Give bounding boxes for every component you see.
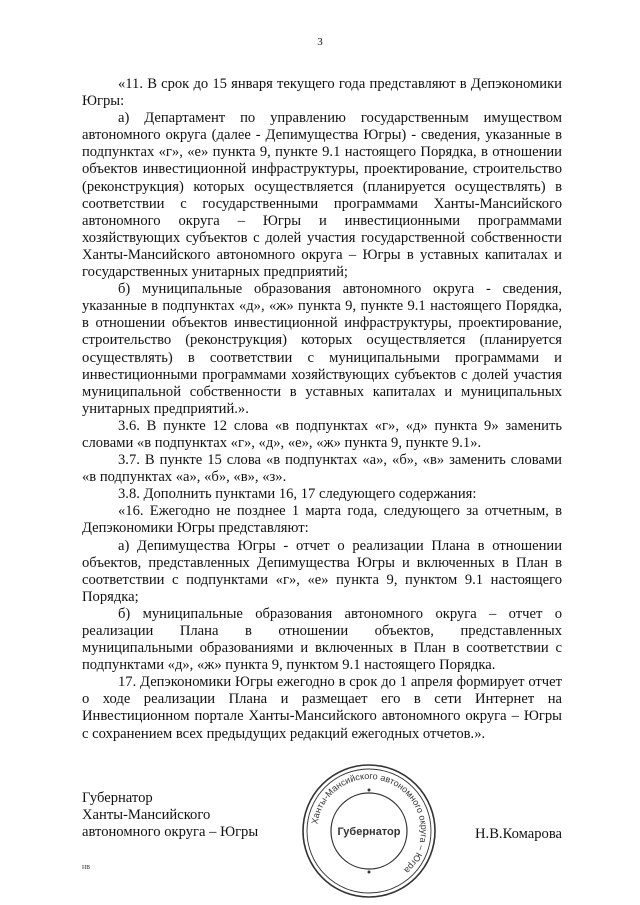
paragraph-item-16-a: а) Депимущества Югры - отчет о реализации Плана в отношении объектов, представленных Депимущества Югры и включенных в План в соответствии с подпунктами «г», «е» пункта 9, пунктом 9.1 настоящего Порядка; bbox=[82, 537, 562, 605]
official-seal-stamp bbox=[300, 762, 438, 900]
paragraph-item-16-b: б) муниципальные образования автономного округа – отчет о реализации Плана в отношении объектов, представленных муниципальными образованиями и включенных в План в соответствии с подпунктами «д», «ж» пункта 9, пунктом 9.1 настоящего Порядка. bbox=[82, 605, 562, 674]
paragraph-subitem-b: б) муниципальные образования автономного округа - сведения, указанные в подпунктах «д», «ж» пункта 9, пункте 9.1 настоящего Порядка, в отношении объектов инвестиционной инфраструктуры, проектирование, строительство (реконструкция) которых осуществляется (планируется осуществлять) в соответствии с муниципальными программами и инвестиционными программами хозяйствующих субъектов с долей участия муниципальной собственности в уставных капиталах и муниципальных унитарных предприятий.». bbox=[82, 281, 562, 417]
paragraph-item-16: «16. Ежегодно не позднее 1 марта года, следующего за отчетным, в Депэкономики Югры представляют: bbox=[82, 503, 562, 537]
seal-center-text: Губернатор bbox=[337, 826, 401, 838]
paragraph-item-11: «11. В срок до 15 января текущего года представляют в Депэкономики Югры: bbox=[82, 76, 562, 110]
signatory-title: Губернатор Ханты-Мансийского автономного округа – Югры bbox=[82, 790, 259, 841]
paragraph-3-6: 3.6. В пункте 12 слова «в подпунктах «г», «д» пункта 9» заменить словами «в подпунктах «г», «д», «е», «ж» пункта 9, пункте 9.1». bbox=[82, 417, 562, 451]
seal-ring-text: Ханты-Мансийского автономного округа – Югра bbox=[309, 770, 430, 876]
paragraph-subitem-a: а) Департамент по управлению государственным имуществом автономного округа (далее - Депимущества Югры) - сведения, указанные в подпунктах «г», «е» пункта 9, пункте 9.1 настоящего Порядка, в отношении объектов инвестиционной инфраструктуры, проектирование, строительство (реконструкция) которых осуществляется (планируется осуществлять) в соответствии с государственными программами Ханты-Мансийского автономного округа – Югры и инвестиционными программами хозяйствующих субъектов с долей участия государственной собственности Ханты-Мансийского автономного округа – Югры в уставных капиталах и государственных унитарных предприятий; bbox=[82, 110, 562, 281]
document-body bbox=[82, 76, 562, 743]
paragraph-3-8: 3.8. Дополнить пунктами 16, 17 следующего содержания: bbox=[118, 486, 477, 503]
paragraph-item-17: 17. Депэкономики Югры ежегодно в срок до 1 апреля формирует отчет о ходе реализации Плана и размещает его в сети Интернет на Инвестиционном портале Ханты-Мансийского автономного округа – Югры с сохранением всех предыдущих редакций ежегодных отчетов.». bbox=[82, 674, 562, 742]
page-number: 3 bbox=[317, 36, 323, 48]
signatory-name: Н.В.Комарова bbox=[475, 826, 562, 842]
footer-mark: нв bbox=[82, 862, 91, 871]
paragraph-3-7: 3.7. В пункте 15 слова «в подпунктах «а», «б», «в» заменить словами «в подпунктах «а», «б», «в», «з». bbox=[82, 452, 562, 486]
